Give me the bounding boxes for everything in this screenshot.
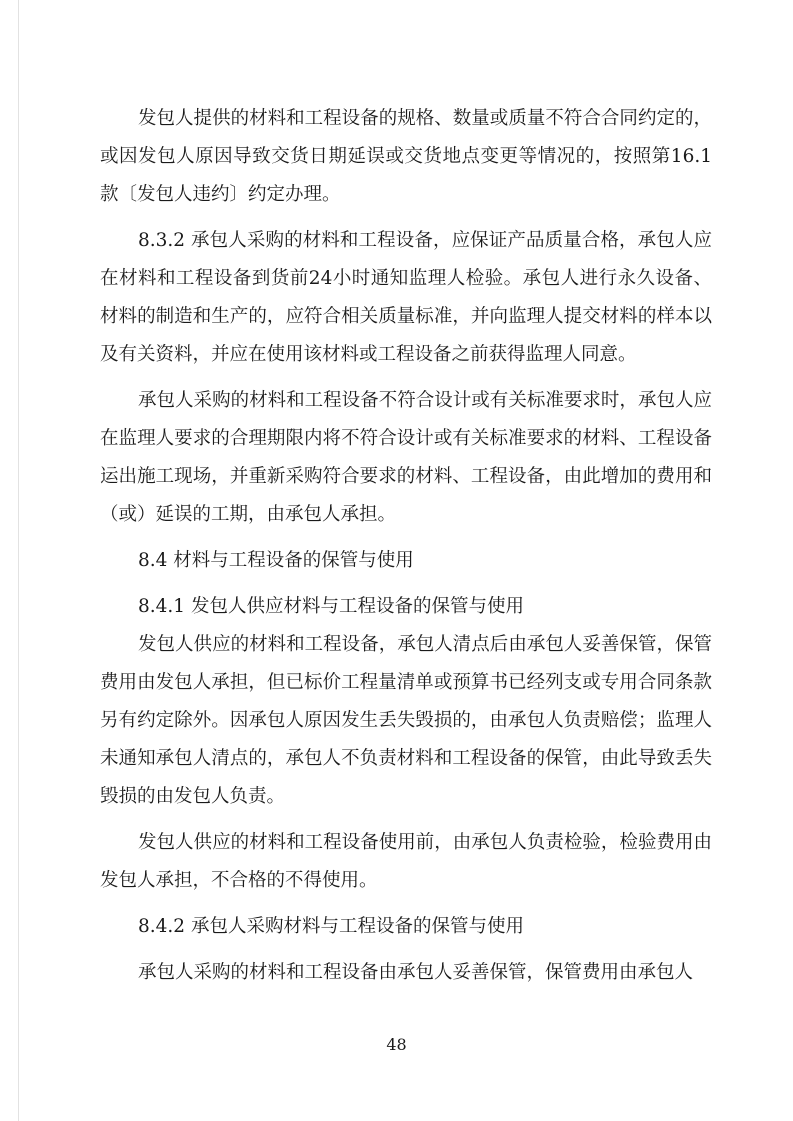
paragraph-employer-supply-inspection: 发包人供应的材料和工程设备使用前，由承包人负责检验，检验费用由发包人承担，不合格的不得使用。 xyxy=(100,832,712,891)
paragraph-contractor-nonconforming: 承包人采购的材料和工程设备不符合设计或有关标准要求时，承包人应在监理人要求的合理期限内将不符合设计或有关标准要求的材料、工程设备运出施工现场，并重新采购符合要求的材料、工程设备，由此增加的费用和（或）延误的工期，由承包人承担。 xyxy=(100,390,712,525)
section-heading-8-4-2: 8.4.2 承包人采购材料与工程设备的保管与使用 xyxy=(138,916,524,937)
document-body xyxy=(100,100,712,992)
section-heading-8-4-1: 8.4.1 发包人供应材料与工程设备的保管与使用 xyxy=(138,596,524,617)
paragraph-material-nonconformity: 发包人提供的材料和工程设备的规格、数量或质量不符合合同约定的，或因发包人原因导致交货日期延误或交货地点变更等情况的，按照第16.1款〔发包人违约〕约定办理。 xyxy=(100,108,712,205)
section-heading-8-4: 8.4 材料与工程设备的保管与使用 xyxy=(138,550,414,571)
paragraph-8-3-2: 8.3.2 承包人采购的材料和工程设备，应保证产品质量合格，承包人应在材料和工程设备到货前24小时通知监理人检验。承包人进行永久设备、材料的制造和生产的，应符合相关质量标准，并向监理人提交材料的样本以及有关资料，并应在使用该材料或工程设备之前获得监理人同意。 xyxy=(100,230,712,365)
paragraph-employer-supply-custody: 发包人供应的材料和工程设备，承包人清点后由承包人妥善保管，保管费用由发包人承担，但已标价工程量清单或预算书已经列支或专用合同条款另有约定除外。因承包人原因发生丢失毁损的，由承包人负责赔偿；监理人未通知承包人清点的，承包人不负责材料和工程设备的保管，由此导致丢失毁损的由发包人负责。 xyxy=(100,634,712,807)
paragraph-contractor-procured-custody: 承包人采购的材料和工程设备由承包人妥善保管，保管费用由承包人 xyxy=(138,962,694,983)
page-number: 48 xyxy=(386,1035,407,1054)
scan-edge-line xyxy=(18,0,19,1121)
